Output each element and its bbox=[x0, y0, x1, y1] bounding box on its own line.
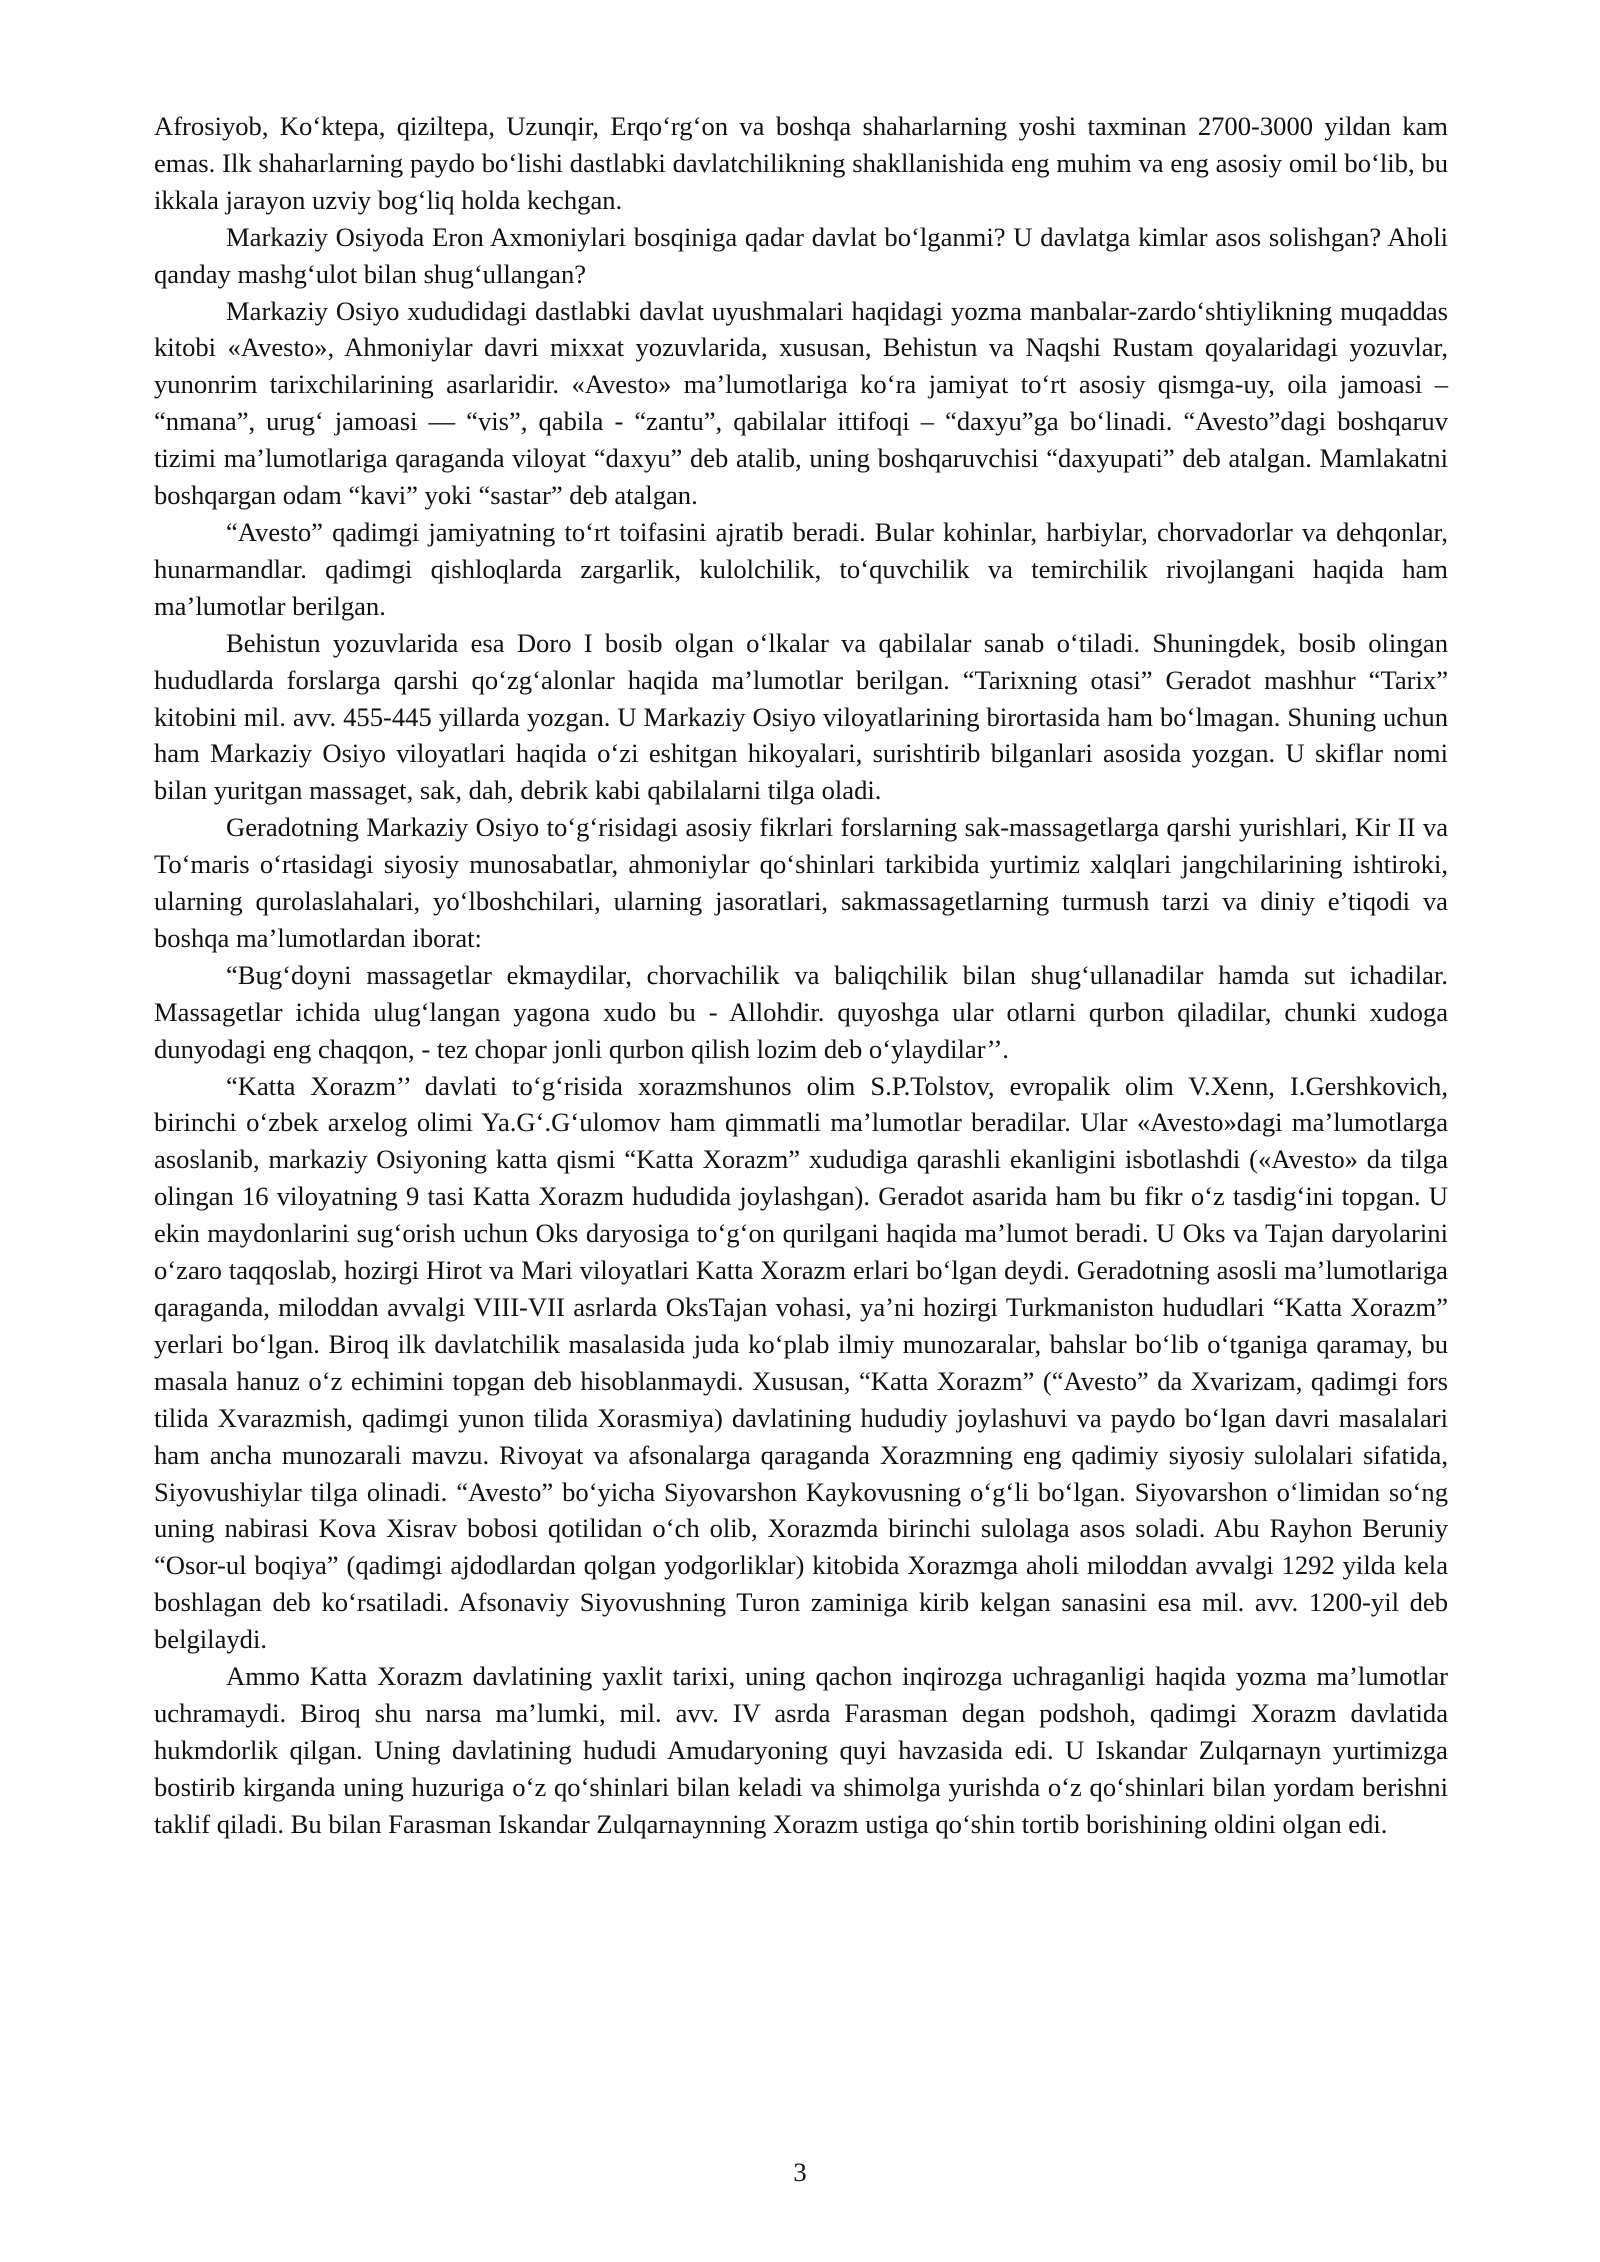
page-number: 3 bbox=[793, 2157, 807, 2187]
paragraph-2: Markaziy Osiyoda Eron Axmoniylari bosqiniga qadar davlat bo‘lganmi? U davlatga kimlar asos solishgan? Aholi qanday mashg‘ulot bilan shug‘ullangan? bbox=[154, 221, 1448, 289]
paragraph-6: Geradotning Markaziy Osiyo to‘g‘risidagi asosiy fikrlari forslarning sak-massagetlarga qarshi yurishlari, Kir II va To‘maris o‘rtasidagi siyosiy munosabatlar, ahmoniylar qo‘shinlari tarkibida yurtimiz xalqlari jangchilarining ishtiroki, ularning qurolaslahalari, yo‘lboshchilari, ularning jasoratlari, sakmassagetlarning turmush tarzi va diniy e’tiqodi va boshqa ma’lumotlardan iborat: bbox=[154, 812, 1448, 953]
quote-paragraph: “Bug‘doyni massagetlar ekmaydilar, chorvachilik va baliqchilik bilan shug‘ullanadilar hamda sut ichadilar. Massagetlar ichida ulug‘langan yagona xudo bu - Allohdir. quyoshga ular otlarni qurbon qiladilar, chunki xudoga dunyodagi eng chaqqon, - tez chopar jonli qurbon qilish lozim deb o‘ylaydilar’’. bbox=[154, 959, 1448, 1064]
paragraph-5: Behistun yozuvlarida esa Doro I bosib olgan o‘lkalar va qabilalar sanab o‘tiladi. Shuningdek, bosib olingan hududlarda forslarga qarshi qo‘zg‘alonlar haqida ma’lumotlar berilgan. “Tarixning otasi” Geradot mashhur “Tarix” kitobini mil. avv. 455-445 yillarda yozgan. U Markaziy Osiyo viloyatlarining birortasida ham bo‘lmagan. Shuning uchun ham Markaziy Osiyo viloyatlari haqida o‘zi eshitgan hikoyalari, surishtirib bilganlari asosida yozgan. U skiflar nomi bilan yuritgan massaget, sak, dah, debrik kabi qabilalarni tilga oladi. bbox=[154, 627, 1448, 806]
paragraph-9: Ammo Katta Xorazm davlatining yaxlit tarixi, uning qachon inqirozga uchraganligi haqida yozma ma’lumotlar uchramaydi. Biroq shu narsa ma’lumki, mil. avv. IV asrda Farasman degan podshoh, qadimgi Xorazm davlatida hukmdorlik qilgan. Uning davlatining hududi Amudaryoning quyi havzasida edi. U Iskandar Zulqarnayn yurtimizga bostirib kirganda uning huzuriga o‘z qo‘shinlari bilan keladi va shimolga yurishda o‘z qo‘shinlari bilan yordam berishni taklif qiladi. Bu bilan Farasman Iskandar Zulqarnaynning Xorazm ustiga qo‘shin tortib borishining oldini olgan edi. bbox=[154, 1661, 1448, 1839]
paragraph-8: “Katta Xorazm’’ davlati to‘g‘risida xorazmshunos olim S.P.Tolstov, evropalik olim V.Xenn, I.Gershkovich, birinchi o‘zbek arxelog olimi Ya.G‘.G‘ulomov ham qimmatli ma’lumotlar beradilar. Ular «Avesto»dagi ma’lumotlarga asoslanib, markaziy Osiyoning katta qismi “Katta Xorazm” xududiga qarashli ekanligini isbotlashdi («Avesto» da tilga olingan 16 viloyatning 9 tasi Katta Xorazm hududida joylashgan). Geradot asarida ham bu fikr o‘z tasdig‘ini topgan. U ekin maydonlarini sug‘orish uchun Oks daryosiga to‘g‘on qurilgani haqida ma’lumot beradi. U Oks va Tajan daryolarini o‘zaro taqqoslab, hozirgi Hirot va Mari viloyatlari Katta Xorazm erlari bo‘lgan deydi. Geradotning asosli ma’lumotlariga qaraganda, miloddan avvalgi VIII-VII asrlarda OksTajan vohasi, ya’ni hozirgi Turkmaniston hududlari “Katta Xorazm” yerlari bo‘lgan. Biroq ilk davlatchilik masalasida juda ko‘plab ilmiy munozaralar, bahslar bo‘lib o‘tganiga qaramay, bu masala hanuz o‘z echimini topgan deb hisoblanmaydi. Xususan, “Katta Xorazm” (“Avesto” da Xvarizam, qadimgi fors tilida Xvarazmish, qadimgi yunon tilida Xorasmiya) davlatining hududiy joylashuvi va paydo bo‘lgan davri masalalari ham ancha munozarali mavzu. Rivoyat va afsonalarga qaraganda Xorazmning eng qadimiy siyosiy sulolalari sifatida, Siyovushiylar tilga olinadi. “Avesto” bo‘yicha Siyovarshon Kaykovusning o‘g‘li bo‘lgan. Siyovarshon o‘limidan so‘ng uning nabirasi Kova Xisrav bobosi qotilidan o‘ch olib, Xorazmda birinchi sulolaga asos soladi. Abu Rayhon Beruniy “Osor-ul boqiya” (qadimgi ajdodlardan qolgan yodgorliklar) kitobida Xorazmga aholi miloddan avvalgi 1292 yilda kela boshlagan deb ko‘rsatiladi. Afsonaviy Siyovushning Turon zaminiga kirib kelgan sanasini esa mil. avv. 1200-yil deb belgilaydi. bbox=[154, 1070, 1448, 1655]
paragraph-1: Afrosiyob, Ko‘ktepa, qiziltepa, Uzunqir, Erqo‘rg‘on va boshqa shaharlarning yoshi taxminan 2700-3000 yildan kam emas. Ilk shaharlarning paydo bo‘lishi dastlabki davlatchilikning shakllanishida eng muhim va eng asosiy omil bo‘lib, bu ikkala jarayon uzviy bog‘liq holda kechgan. bbox=[154, 111, 1448, 215]
paragraph-3: Markaziy Osiyo xududidagi dastlabki davlat uyushmalari haqidagi yozma manbalar-zardo‘shtiylikning muqaddas kitobi «Avesto», Ahmoniylar davri mixxat yozuvlarida, xususan, Behistun va Naqshi Rustam qoyalaridagi yozuvlar, yunonrim tarixchilarining asarlaridir. «Avesto» ma’lumotlariga ko‘ra jamiyat to‘rt asosiy qismga-uy, oila jamoasi – “nmana”, urug‘ jamoasi — “vis”, qabila - “zantu”, qabilalar ittifoqi – “daxyu”ga bo‘linadi. “Avesto”dagi boshqaruv tizimi ma’lumotlariga qaraganda viloyat “daxyu” deb atalib, uning boshqaruvchisi “daxyupati” deb atalgan. Mamlakatni boshqargan odam “kavi” yoki “sastar” deb atalgan. bbox=[154, 295, 1448, 511]
paragraph-4: “Avesto” qadimgi jamiyatning to‘rt toifasini ajratib beradi. Bular kohinlar, harbiylar, chorvadorlar va dehqonlar, hunarmandlar. qadimgi qishloqlarda zargarlik, kulolchilik, to‘quvchilik va temirchilik rivojlangani haqida ham ma’lumotlar berilgan. bbox=[154, 516, 1448, 621]
document-body bbox=[154, 108, 1448, 1843]
